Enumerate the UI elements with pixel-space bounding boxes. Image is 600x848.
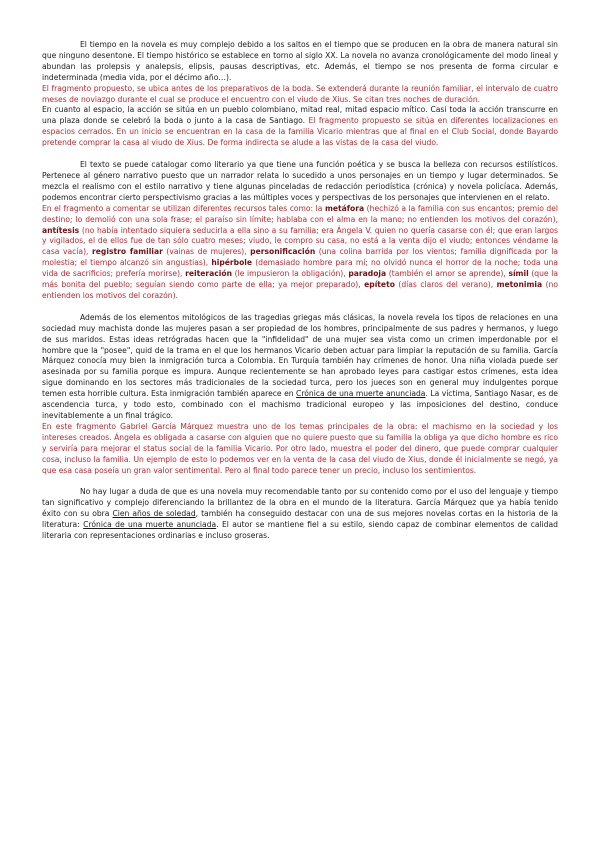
resource-text: (también el amor se aprende),: [386, 269, 509, 279]
paragraph-space: [42, 105, 558, 149]
resource-term: antítesis: [42, 225, 80, 235]
resource-term: registro familiar: [92, 247, 163, 257]
novel-title-link: Crónica de una muerte anunciada: [296, 389, 426, 399]
resource-text: (días claros del verano),: [394, 280, 497, 290]
resource-term: paradoja: [348, 269, 387, 279]
resource-term: metonimia: [496, 280, 543, 290]
paragraph-conclusion-text-2: , también ha conseguido destacar con una de sus mejores novelas cortas en la historia de la literatura:: [42, 509, 558, 530]
resource-text: (no había intentado siquiera seducirla a ella sino a su familia; era Ángela V. quien no quería casarse con él; que eran largos y vigilados, el de ellos fue de tan sólo cuatro meses; viudo, le compro su casa, no está a la venta dijo el viudo; entonces véndame la casa vacía),: [42, 225, 558, 257]
paragraph-conclusion-text-3: . El autor se mantiene fiel a su estilo, siendo capaz de combinar elementos de calidad literaria con representaciones ordinarias e incluso groseras.: [42, 520, 558, 541]
resource-text: En el fragmento a comentar se utilizan diferentes recursos tales como: la: [42, 203, 325, 213]
paragraph-time: [42, 40, 558, 84]
paragraph-space-fragment: El fragmento propuesto se sitúa en diferentes localizaciones en espacios cerrados. En un inicio se encuentran en la casa de la familia Vicario mientras que al final en el Club Social, donde Bayardo pretende comprar la casa al viudo de Xius. De forma indirecta se alude a las vistas de la casa del viudo.: [42, 116, 558, 148]
resource-text: (vainas de mujeres),: [162, 247, 251, 257]
paragraph-time-text: El tiempo en la novela es muy complejo debido a los saltos en el tiempo que se producen en la obra de manera natural sin que ninguno desentone. El tiempo histórico se establece en torno al siglo XX. La novela no avanza cronológicamente del modo lineal y abundan las prolepsis y analepsis, elipsis, pausas descriptivas, etc. Además, el tiempo se nos presenta de forma circular e indeterminada (media vida, por el décimo año…).: [42, 40, 558, 82]
resource-text: (le impusieron la obligación),: [232, 269, 349, 279]
paragraph-machismo: [42, 313, 558, 422]
resource-text: (hechizó a la familia con sus encantos; premio del destino; lo demolió con una sola frase; el paraíso sin límite; hablaba con el alma en la mano; no entienden los motivos del corazón),: [42, 203, 558, 224]
resource-term: reiteración: [185, 269, 233, 279]
paragraph-conclusion: [42, 487, 558, 542]
paragraph-resources: [42, 204, 558, 302]
novel-title-cien-anos: Cien años de soledad: [112, 509, 196, 519]
resource-term: hipérbole: [211, 258, 253, 268]
paragraph-space-text: En cuanto al espacio, la acción se sitúa en un pueblo colombiano, mitad real, mitad espacio mítico. Casi toda la acción transcurre en una plaza donde se celebró la boda o junto a la casa de Santiago.: [42, 105, 558, 126]
resource-text: (que la más bonita del pueblo; seguían siendo como parte de ella; ya mejor preparado),: [42, 269, 559, 290]
paragraph-gap: [42, 149, 558, 160]
resource-text: (no entienden los motivos del corazón).: [42, 280, 558, 300]
resource-term: metáfora: [324, 203, 365, 213]
paragraph-conclusion-text-1: No hay lugar a duda de que es una novela muy recomendable tanto por su contenido como por el uso del lenguaje y tiempo tan significativo y complejo diferenciando la brillantez de la obra en el mundo de la literatura. García Márquez que ya había tenido éxito con su obra: [42, 487, 558, 519]
resource-term: personificación: [250, 247, 316, 257]
resource-term: epíteto: [364, 280, 395, 290]
paragraph-machismo-text-2: . La víctima, Santiago Nasar, es de ascendencia turca, y todo esto, combinado con el machismo tradicional europeo y las imposiciones del destino, conduce inevitablemente a un final trágico.: [42, 389, 558, 420]
paragraph-gap: [42, 302, 558, 313]
novel-title-cronica: Crónica de una muerte anunciada: [83, 520, 217, 530]
paragraph-time-fragment: El fragmento propuesto, se ubica antes de los preparativos de la boda. Se extenderá durante la reunión familiar, el intervalo de cuatro meses de noviazgo durante el cual se produce el encuentro con el viudo de Xius. Se citan tres noches de duración.: [42, 83, 558, 104]
paragraph-machismo-fragment: En este fragmento Gabriel García Márquez muestra uno de los temas principales de la obra: el machismo en la sociedad y los intereses creados. Ángela es obligada a casarse con alguien que no quiere puesto que su familia la obliga ya que dicho hombre es rico y serviría para mejorar el status social de la familia Vicario. Por otro lado, muestra el poder del dinero, que puede comprar cualquier cosa, incluso la familia. Un ejemplo de esto lo podemos ver en la venta de la casa del viudo de Xius, donde él inicialmente se negó, ya que esa casa poseía un gran valor sentimental. Pero al final todo parece tener un precio, incluso los sentimientos.: [42, 421, 558, 475]
paragraph-genre: El texto se puede catalogar como literario ya que tiene una función poética y se busca la belleza con recursos estilísticos. Pertenece al género narrativo puesto que un narrador relata lo sucedido a unos personajes en un tiempo y lugar determinados. Se mezcla el realismo con el estilo narrativo y tiene algunas pinceladas de redacción periodística (crónica) y novela policíaca. Además, podemos encontrar cierto perspectivismo gracias a las múltiples voces y perspectivas de los personajes que intervienen en el relato.: [42, 160, 558, 202]
resource-text: (demasiado hombre para mí; no olvidó nunca el horror de la noche; toda una vida de sacrificios; prefería morirse),: [42, 258, 558, 279]
paragraph-machismo-text-1: Además de los elementos mitológicos de las tragedias griegas más clásicas, la novela revela los tipos de relaciones en una sociedad muy machista donde las mujeres pasan a ser propiedad de los hombres, principalmente de sus padres y hermanos, y luego de sus maridos. Estas ideas retrógradas hacen que la "infidelidad" de una mujer sea vista como un crimen imperdonable por el hombre que la "posee", quid de la trama en el que los hermanos Vicario deben actuar para limpiar la reputación de su familia. García Márquez conocía muy bien la inmigración turca a Colombia. En Turquía también hay crímenes de honor. Una niña violada puede ser asesinada por su familia porque es impura. Aunque recientemente se han aprobado leyes para castigar estos crímenes, esta idea sigue dominando en los sectores más tradicionales de la sociedad turca, pero los jueces son en general muy indulgentes porque temen esta horrible cultura. Esta inmigración también aparece en: [42, 312, 558, 399]
resource-text: (una colina barrida por los vientos; familia dignificada por la molestia; el tiempo alcanzó sin angustias),: [42, 247, 559, 268]
paragraph-gap: [42, 476, 558, 487]
resource-term: símil: [508, 269, 529, 279]
